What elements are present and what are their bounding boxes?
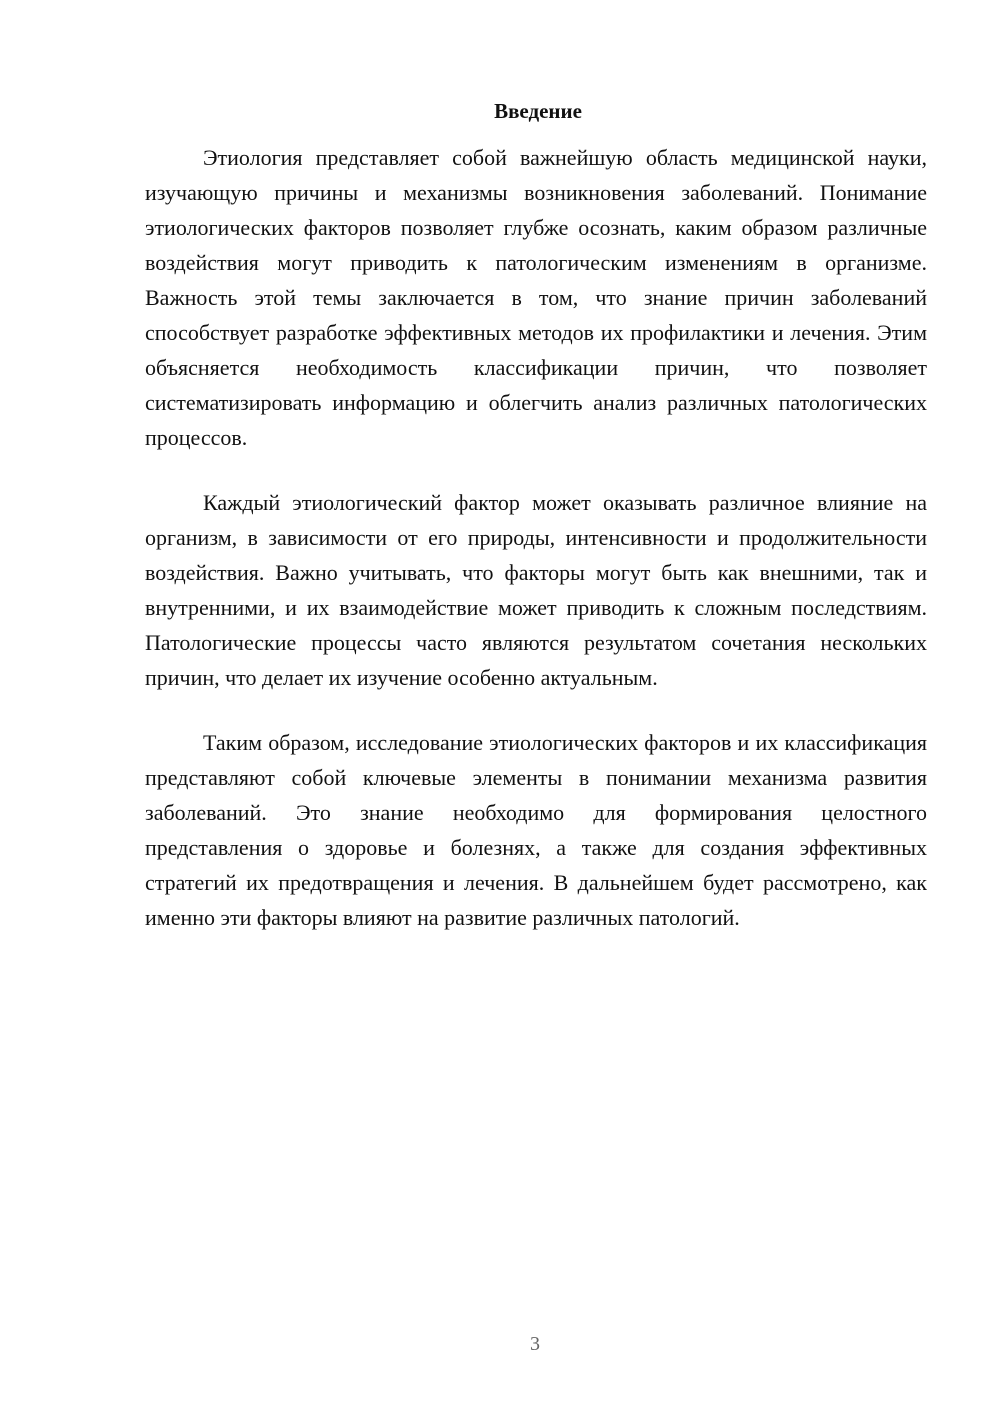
page-content bbox=[145, 96, 927, 935]
paragraph: Этиология представляет собой важнейшую область медицинской науки, изучающую причины и механизмы возникновения заболеваний. Понимание этиологических факторов позволяет глубже осознать, каким образом различные воздействия могут приводить к патологическим изменениям в организме. Важность этой темы заключается в том, что знание причин заболеваний способствует разработке эффективных методов их профилактики и лечения. Этим объясняется необходимость классификации причин, что позволяет систематизировать информацию и облегчить анализ различных патологических процессов. bbox=[145, 145, 927, 450]
paragraph: Таким образом, исследование этиологических факторов и их классификация представляют собой ключевые элементы в понимании механизма развития заболеваний. Это знание необходимо для формирования целостного представления о здоровье и болезнях, а также для создания эффективных стратегий их предотвращения и лечения. В дальнейшем будет рассмотрено, как именно эти факторы влияют на развитие различных патологий. bbox=[145, 730, 927, 930]
paragraph: Каждый этиологический фактор может оказывать различное влияние на организм, в зависимости от его природы, интенсивности и продолжительности воздействия. Важно учитывать, что факторы могут быть как внешними, так и внутренними, и их взаимодействие может приводить к сложным последствиям. Патологические процессы часто являются результатом сочетания нескольких причин, что делает их изучение особенно актуальным. bbox=[145, 490, 927, 690]
section-heading: Введение bbox=[494, 99, 582, 123]
page-number: 3 bbox=[530, 1333, 540, 1355]
